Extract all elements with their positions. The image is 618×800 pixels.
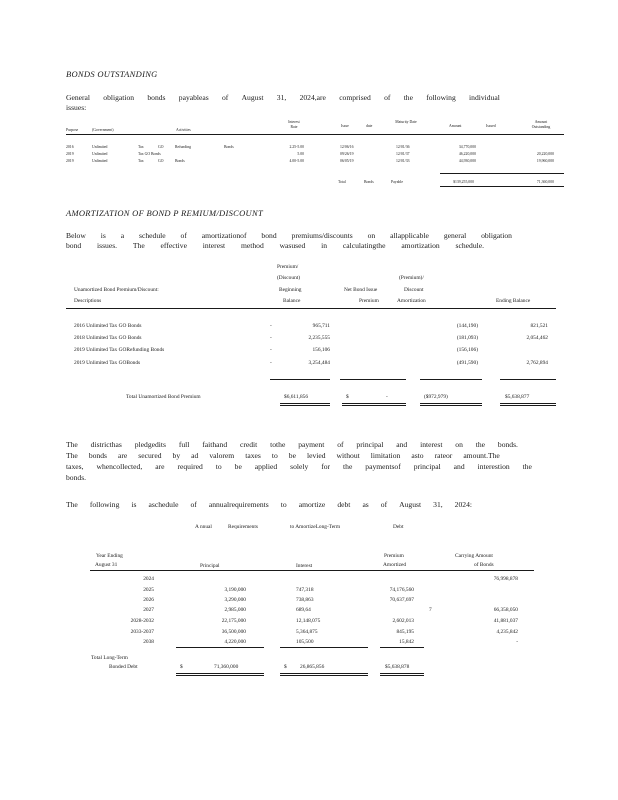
req-row-premium: 15,842 bbox=[399, 639, 414, 645]
amort-row-dash: - bbox=[270, 335, 272, 341]
word: August bbox=[241, 93, 264, 102]
req-row-year: 2038 bbox=[143, 639, 154, 645]
req-row-year: 2033-2037 bbox=[130, 629, 154, 635]
hdr-ending: Ending Balance bbox=[496, 298, 531, 304]
word: The bbox=[66, 451, 78, 460]
word: interest bbox=[420, 440, 443, 449]
word: of bbox=[180, 231, 187, 240]
word: limitation bbox=[370, 451, 401, 460]
pledge-line1 bbox=[66, 440, 518, 451]
req-row-principal: 22,175,000 bbox=[221, 618, 246, 624]
req-row-principal: 36,500,000 bbox=[221, 629, 246, 635]
req-hdr-interest: Interest bbox=[296, 563, 313, 569]
amort-sub-rule-2 bbox=[340, 379, 406, 380]
word: bonds bbox=[88, 451, 107, 460]
word: to bbox=[280, 500, 287, 509]
bond-year: 2019 bbox=[66, 152, 74, 156]
word: levied bbox=[306, 451, 326, 460]
bond-desc-3: Bonds bbox=[175, 159, 185, 163]
word: without bbox=[336, 451, 360, 460]
word: whencollected, bbox=[96, 462, 143, 471]
req-row-carrying: - bbox=[516, 639, 518, 645]
bond-issue-date: 12/06/16 bbox=[340, 145, 354, 149]
word: in bbox=[321, 241, 328, 250]
req-row-extra: 7 bbox=[429, 607, 432, 613]
req-total-premium: $5,638,878 bbox=[385, 664, 410, 670]
req-row-year: 2027 bbox=[143, 607, 154, 613]
word: the bbox=[343, 462, 353, 471]
word: to bbox=[271, 451, 278, 460]
amort-row-beginning: 965,711 bbox=[312, 323, 330, 329]
word: following bbox=[426, 93, 456, 102]
req-row-year: 2026 bbox=[143, 597, 154, 603]
word: pledgedits bbox=[134, 440, 166, 449]
req-row-principal: 2,985,000 bbox=[224, 607, 246, 613]
col-amount: Amount bbox=[449, 124, 462, 128]
word: principal bbox=[413, 462, 441, 471]
req-hdr-premium-2: Amortized bbox=[383, 562, 407, 568]
word: individual bbox=[469, 93, 500, 102]
word: are bbox=[155, 462, 165, 471]
col-interest-rate: Interest Rate bbox=[288, 120, 300, 129]
amort-sub-rule-3 bbox=[420, 379, 482, 380]
bond-rate: 5.00 bbox=[297, 152, 304, 156]
bond-desc-1: Tax bbox=[138, 145, 144, 149]
bond-amount-issued: 44,930,000 bbox=[458, 159, 476, 163]
req-total-dline-2 bbox=[280, 673, 368, 676]
bond-type: Unlimited bbox=[92, 159, 108, 163]
word: of bbox=[337, 440, 344, 449]
req-total-2: Bonded Debt bbox=[109, 664, 138, 670]
req-header-rule bbox=[90, 570, 534, 571]
req-subtitle-1: A nnual bbox=[195, 524, 212, 530]
hdr-amort-3: Amortization bbox=[397, 298, 426, 304]
req-hdr-year-1: Year Ending bbox=[96, 553, 123, 559]
total-bonds-amount: $139,255,000 bbox=[453, 180, 474, 184]
amort-row-ending: 2,054,462 bbox=[526, 335, 548, 341]
word: on bbox=[455, 440, 463, 449]
req-row-principal: 3,290,000 bbox=[224, 597, 246, 603]
word: Below bbox=[66, 231, 86, 240]
pledge-line4: bonds. bbox=[66, 473, 87, 482]
word: be bbox=[288, 451, 296, 460]
word: required bbox=[177, 462, 203, 471]
amort-row-dash: - bbox=[270, 347, 272, 353]
col-activities: Activities bbox=[176, 128, 191, 132]
word: effective bbox=[160, 241, 187, 250]
hdr-beginning-3: Beginning bbox=[279, 287, 302, 293]
total-bonds-label-3: Payable bbox=[391, 180, 404, 184]
bond-maturity-date: 12/01/37 bbox=[396, 152, 410, 156]
req-hdr-premium-1: Premium bbox=[384, 553, 404, 559]
word: is bbox=[131, 500, 137, 509]
word: obligation bbox=[481, 231, 512, 240]
bond-desc-2: GO bbox=[158, 159, 164, 163]
req-hdr-year-2: August 31 bbox=[95, 562, 118, 568]
amort-sub-rule-4 bbox=[500, 379, 556, 380]
req-total-dline-1 bbox=[176, 673, 264, 676]
word: of bbox=[190, 500, 197, 509]
word: The bbox=[132, 241, 145, 250]
word: The bbox=[66, 440, 78, 449]
word: bonds. bbox=[497, 440, 518, 449]
bond-issue-date: 06/05/19 bbox=[340, 159, 354, 163]
amort-total-dline-1 bbox=[280, 403, 330, 406]
word: The bbox=[66, 500, 78, 509]
hdr-net-1: Net Bond Issue bbox=[344, 287, 378, 293]
hdr-descriptions-1: Unamortized Bond Premium/Discount: bbox=[74, 287, 159, 293]
total-bonds-label-2: Bonds bbox=[364, 180, 374, 184]
bond-type: Unlimited bbox=[92, 152, 108, 156]
bond-maturity-date: 12/01/36 bbox=[396, 145, 410, 149]
req-hdr-principal: Principal bbox=[200, 563, 220, 569]
word: debt bbox=[337, 500, 351, 509]
col-government: (Government) bbox=[92, 128, 114, 132]
col-purpose: Purpose bbox=[66, 128, 79, 132]
req-row-interest: 747,318 bbox=[296, 587, 314, 593]
word: allapplicable bbox=[390, 231, 429, 240]
word: schedule bbox=[139, 231, 166, 240]
word: applied bbox=[254, 462, 278, 471]
amort-row-dash: - bbox=[270, 360, 272, 366]
col-issued: Issued bbox=[486, 124, 496, 128]
word: tothe bbox=[270, 440, 286, 449]
req-total-dline-3 bbox=[380, 673, 424, 676]
word: ad bbox=[191, 451, 199, 460]
amortization-header-rule bbox=[66, 308, 556, 309]
bonds-intro-line1 bbox=[66, 93, 500, 104]
amort-row-desc: 2019 Unlimited Tax GOBonds bbox=[74, 360, 141, 366]
word: annualrequirements bbox=[208, 500, 269, 509]
word: a bbox=[120, 231, 125, 240]
word: for bbox=[321, 462, 331, 471]
word: amortize bbox=[298, 500, 326, 509]
hdr-amort-2: Discount bbox=[404, 287, 424, 293]
word: by bbox=[172, 451, 181, 460]
req-subtitle-4: Debt bbox=[393, 524, 404, 530]
amort-total-amortization: ($972,979) bbox=[424, 394, 448, 400]
word: payment bbox=[298, 440, 325, 449]
amort-row-desc: 2016 Unlimited Tax GO Bonds bbox=[74, 323, 142, 329]
bond-amount-outstanding: 20,220,000 bbox=[536, 152, 554, 156]
amort-sub-rule-1 bbox=[270, 379, 330, 380]
word: are bbox=[118, 451, 128, 460]
amort-total-beginning: $6,611,856 bbox=[284, 394, 309, 400]
amort-total-dline-4 bbox=[500, 403, 556, 406]
req-row-carrying: 66,358,050 bbox=[493, 607, 518, 613]
word: paymentsof bbox=[365, 462, 401, 471]
word: full bbox=[178, 440, 190, 449]
word: taxes bbox=[245, 451, 261, 460]
amort-total-net-symbol: $ bbox=[346, 394, 349, 400]
req-row-premium: 2,602,013 bbox=[392, 618, 414, 624]
word: valorem bbox=[209, 451, 235, 460]
req-sub-rule-2 bbox=[280, 647, 368, 648]
word: as bbox=[362, 500, 369, 509]
req-row-premium: 74,176,560 bbox=[389, 587, 414, 593]
bonds-intro-line2: issues: bbox=[66, 103, 87, 112]
amort-row-beginning: 2,235,555 bbox=[308, 335, 330, 341]
amort-row-amortization: (144,190) bbox=[456, 323, 478, 329]
word: credit bbox=[239, 440, 258, 449]
req-total-principal-symbol: $ bbox=[180, 664, 183, 670]
amort-row-dash: - bbox=[270, 323, 272, 329]
word: taxes, bbox=[66, 462, 84, 471]
word: amortizationof bbox=[201, 231, 247, 240]
word: 31, bbox=[276, 93, 287, 102]
col-issue: Issue bbox=[341, 124, 349, 128]
bond-issue-date: 09/26/19 bbox=[340, 152, 354, 156]
amort-row-desc: 2018 Unlimited Tax GO Bonds bbox=[74, 335, 142, 341]
col-maturity-date: Maturity Date bbox=[395, 120, 417, 124]
word: the bbox=[475, 440, 486, 449]
bond-desc-4: Bonds bbox=[224, 145, 234, 149]
total-bonds-bottom-rule bbox=[440, 186, 564, 187]
bond-maturity-date: 12/01/33 bbox=[396, 159, 410, 163]
word: districthas bbox=[90, 440, 122, 449]
word: amount.The bbox=[463, 451, 500, 460]
word: calculatingthe bbox=[342, 241, 386, 250]
word: issues. bbox=[97, 241, 118, 250]
word: and bbox=[453, 462, 465, 471]
req-row-year: 2024 bbox=[143, 576, 154, 582]
word: following bbox=[89, 500, 120, 509]
amort-row-beginning: 156,106 bbox=[312, 347, 330, 353]
bond-desc-3: Refunding bbox=[175, 145, 192, 149]
amort-total-dline-3 bbox=[420, 403, 482, 406]
req-subtitle-3: to AmortizeLong-Term bbox=[290, 524, 341, 530]
word: on bbox=[367, 231, 376, 240]
word: bonds bbox=[147, 93, 166, 102]
amort-row-amortization: (491,590) bbox=[456, 360, 478, 366]
amort-row-beginning: 3,254,484 bbox=[308, 360, 330, 366]
hdr-beginning-4: Balance bbox=[283, 298, 301, 304]
col-amount-outstanding: Amount Outstanding bbox=[531, 120, 551, 129]
req-row-premium: 70,637,697 bbox=[389, 597, 414, 603]
req-row-principal: 3,190,000 bbox=[224, 587, 246, 593]
req-row-interest: 12,148,075 bbox=[296, 618, 321, 624]
col-date: date bbox=[366, 124, 373, 128]
word: interestion bbox=[477, 462, 510, 471]
word: bond bbox=[261, 231, 277, 240]
word: obligation bbox=[103, 93, 135, 102]
bond-desc-2: GO bbox=[158, 145, 164, 149]
req-hdr-carrying-1: Carrying Amount bbox=[455, 553, 493, 559]
word: be bbox=[234, 462, 242, 471]
bond-type: Unlimited bbox=[92, 145, 108, 149]
req-row-interest: 5,364,875 bbox=[296, 629, 318, 635]
amort-row-amortization: (181,093) bbox=[456, 335, 478, 341]
amortization-intro-line1 bbox=[66, 231, 512, 242]
bond-rate: 2.25-5.00 bbox=[289, 145, 304, 149]
word: amortization bbox=[401, 241, 440, 250]
hdr-beginning-1: Premium/ bbox=[277, 264, 299, 270]
req-subtitle-2: Requirements bbox=[228, 524, 258, 530]
word: premiums/discounts bbox=[291, 231, 353, 240]
word: solely bbox=[290, 462, 309, 471]
word: bond bbox=[66, 241, 82, 250]
word: General bbox=[66, 93, 91, 102]
word: principal bbox=[356, 440, 384, 449]
word: and bbox=[396, 440, 408, 449]
word: aschedule bbox=[148, 500, 179, 509]
word: 2024,are bbox=[299, 93, 326, 102]
req-row-year: 2025 bbox=[143, 587, 154, 593]
word: of bbox=[221, 93, 229, 102]
pledge-line3 bbox=[66, 462, 532, 473]
header-rule bbox=[66, 134, 564, 135]
amort-row-amortization: (156,106) bbox=[456, 347, 478, 353]
req-row-carrying: 4,235,842 bbox=[496, 629, 518, 635]
word: asto bbox=[411, 451, 424, 460]
total-bonds-top-rule bbox=[440, 173, 564, 174]
amortization-heading: AMORTIZATION OF BOND P REMIUM/DISCOUNT bbox=[66, 208, 263, 218]
req-row-interest: 105,500 bbox=[296, 639, 314, 645]
hdr-beginning-2: (Discount) bbox=[277, 275, 301, 281]
bond-amount-issued: 46,220,000 bbox=[458, 152, 476, 156]
word: interest bbox=[202, 241, 226, 250]
requirements-intro bbox=[66, 500, 472, 511]
word: is bbox=[100, 231, 106, 240]
bond-year: 2016 bbox=[66, 145, 74, 149]
word: method bbox=[240, 241, 264, 250]
word: faithand bbox=[202, 440, 228, 449]
word: comprised bbox=[339, 93, 371, 102]
req-hdr-carrying-2: of Bonds bbox=[474, 562, 494, 568]
req-row-premium: 845,195 bbox=[396, 629, 414, 635]
word: payableas bbox=[178, 93, 209, 102]
bonds-outstanding-heading: BONDS OUTSTANDING bbox=[66, 69, 158, 79]
word: to bbox=[215, 462, 222, 471]
amort-row-ending: 2,762,894 bbox=[526, 360, 548, 366]
word: secured bbox=[138, 451, 162, 460]
word: general bbox=[443, 231, 467, 240]
req-total-principal: 71,360,000 bbox=[214, 664, 239, 670]
req-row-interest: 689,64 bbox=[296, 607, 311, 613]
req-total-1: Total Long-Term bbox=[91, 655, 128, 661]
req-sub-rule-1 bbox=[176, 647, 264, 648]
hdr-descriptions-2: Descriptions bbox=[74, 298, 102, 304]
req-row-principal: 4,220,000 bbox=[224, 639, 246, 645]
amort-row-ending: 821,521 bbox=[530, 323, 548, 329]
word: rateor bbox=[434, 451, 453, 460]
total-bonds-label-1: Total bbox=[338, 180, 346, 184]
word: 31, bbox=[433, 500, 443, 509]
amort-row-desc: 2019 Unlimited Tax GORefunding Bonds bbox=[74, 347, 165, 353]
word: wasused bbox=[279, 241, 306, 250]
req-sub-rule-3 bbox=[380, 647, 424, 648]
bond-amount-outstanding: 19,960,000 bbox=[536, 159, 554, 163]
req-row-year: 2028-2032 bbox=[130, 618, 154, 624]
word: of bbox=[380, 500, 388, 509]
amort-total-ending: $5,638,877 bbox=[505, 394, 530, 400]
req-row-carrying: 41,881,037 bbox=[493, 618, 518, 624]
req-total-interest: 26,865,856 bbox=[300, 664, 325, 670]
hdr-net-2: Premium bbox=[359, 298, 379, 304]
word: the bbox=[522, 462, 532, 471]
req-row-interest: 738,863 bbox=[296, 597, 314, 603]
total-bonds-outstanding: 71,360,000 bbox=[536, 180, 554, 184]
bond-desc-1: Tax bbox=[138, 159, 144, 163]
bond-amount-issued: 34,770,000 bbox=[458, 145, 476, 149]
hdr-amort-1: (Premium)/ bbox=[399, 275, 424, 281]
word: August bbox=[399, 500, 422, 509]
word: the bbox=[403, 93, 413, 102]
bond-desc-1: Tax GO Bonds bbox=[138, 152, 161, 156]
bond-rate: 4.00-5.00 bbox=[289, 159, 304, 163]
word: of bbox=[384, 93, 391, 102]
amortization-intro-line2 bbox=[66, 241, 484, 252]
pledge-line2 bbox=[66, 451, 500, 462]
req-row-carrying: 76,998,878 bbox=[493, 576, 518, 582]
amort-total-net-value: - bbox=[386, 394, 388, 400]
amort-total-label: Total Unamortized Bond Premium bbox=[126, 394, 201, 400]
amort-total-dline-2 bbox=[342, 403, 406, 406]
word: 2024: bbox=[454, 500, 472, 509]
word: schedule. bbox=[455, 241, 484, 250]
req-total-interest-symbol: $ bbox=[284, 664, 287, 670]
bond-year: 2019 bbox=[66, 159, 74, 163]
